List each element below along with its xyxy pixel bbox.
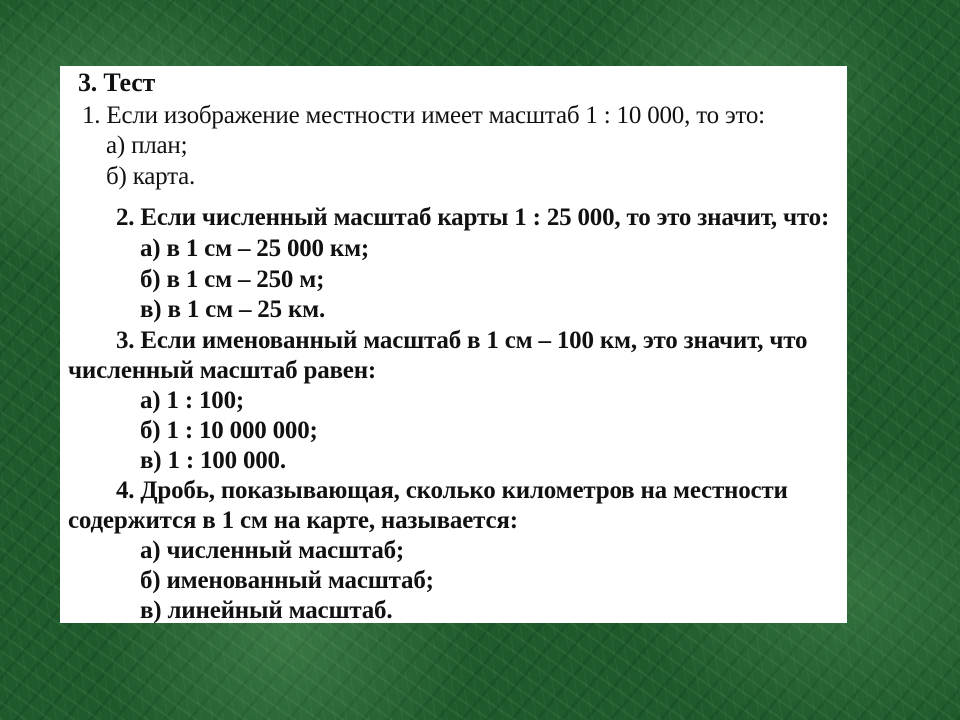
question-2-option-c: в) в 1 см – 25 км.	[140, 296, 326, 323]
question-3-option-b: б) 1 : 10 000 000;	[140, 417, 318, 444]
question-3-text-line-1: 3. Если именованный масштаб в 1 см – 100 км, это значит, что	[116, 327, 808, 354]
test-heading: 3. Тест	[78, 68, 156, 97]
question-4-option-b: б) именованный масштаб;	[140, 567, 434, 594]
question-4-text-line-1: 4. Дробь, показывающая, сколько километров на местности	[116, 477, 788, 504]
question-4-option-c: в) линейный масштаб.	[140, 597, 393, 624]
question-4-text-line-2: содержится в 1 см на карте, называется:	[68, 507, 518, 534]
question-4-option-a: а) численный масштаб;	[140, 537, 405, 564]
question-1-text: 1. Если изображение местности имеет масштаб 1 : 10 000, то это:	[82, 102, 765, 129]
question-3-option-c: в) 1 : 100 000.	[140, 447, 286, 474]
question-1-option-a: а) план;	[106, 132, 188, 159]
question-2-option-b: б) в 1 см – 250 м;	[140, 266, 325, 293]
question-2-text: 2. Если численный масштаб карты 1 : 25 000, то это значит, что:	[116, 204, 830, 231]
question-3-option-a: а) 1 : 100;	[140, 387, 245, 414]
question-2-option-a: а) в 1 см – 25 000 км;	[140, 235, 370, 262]
question-1-option-b: б) карта.	[106, 163, 196, 190]
question-3-text-line-2: численный масштаб равен:	[68, 357, 377, 384]
